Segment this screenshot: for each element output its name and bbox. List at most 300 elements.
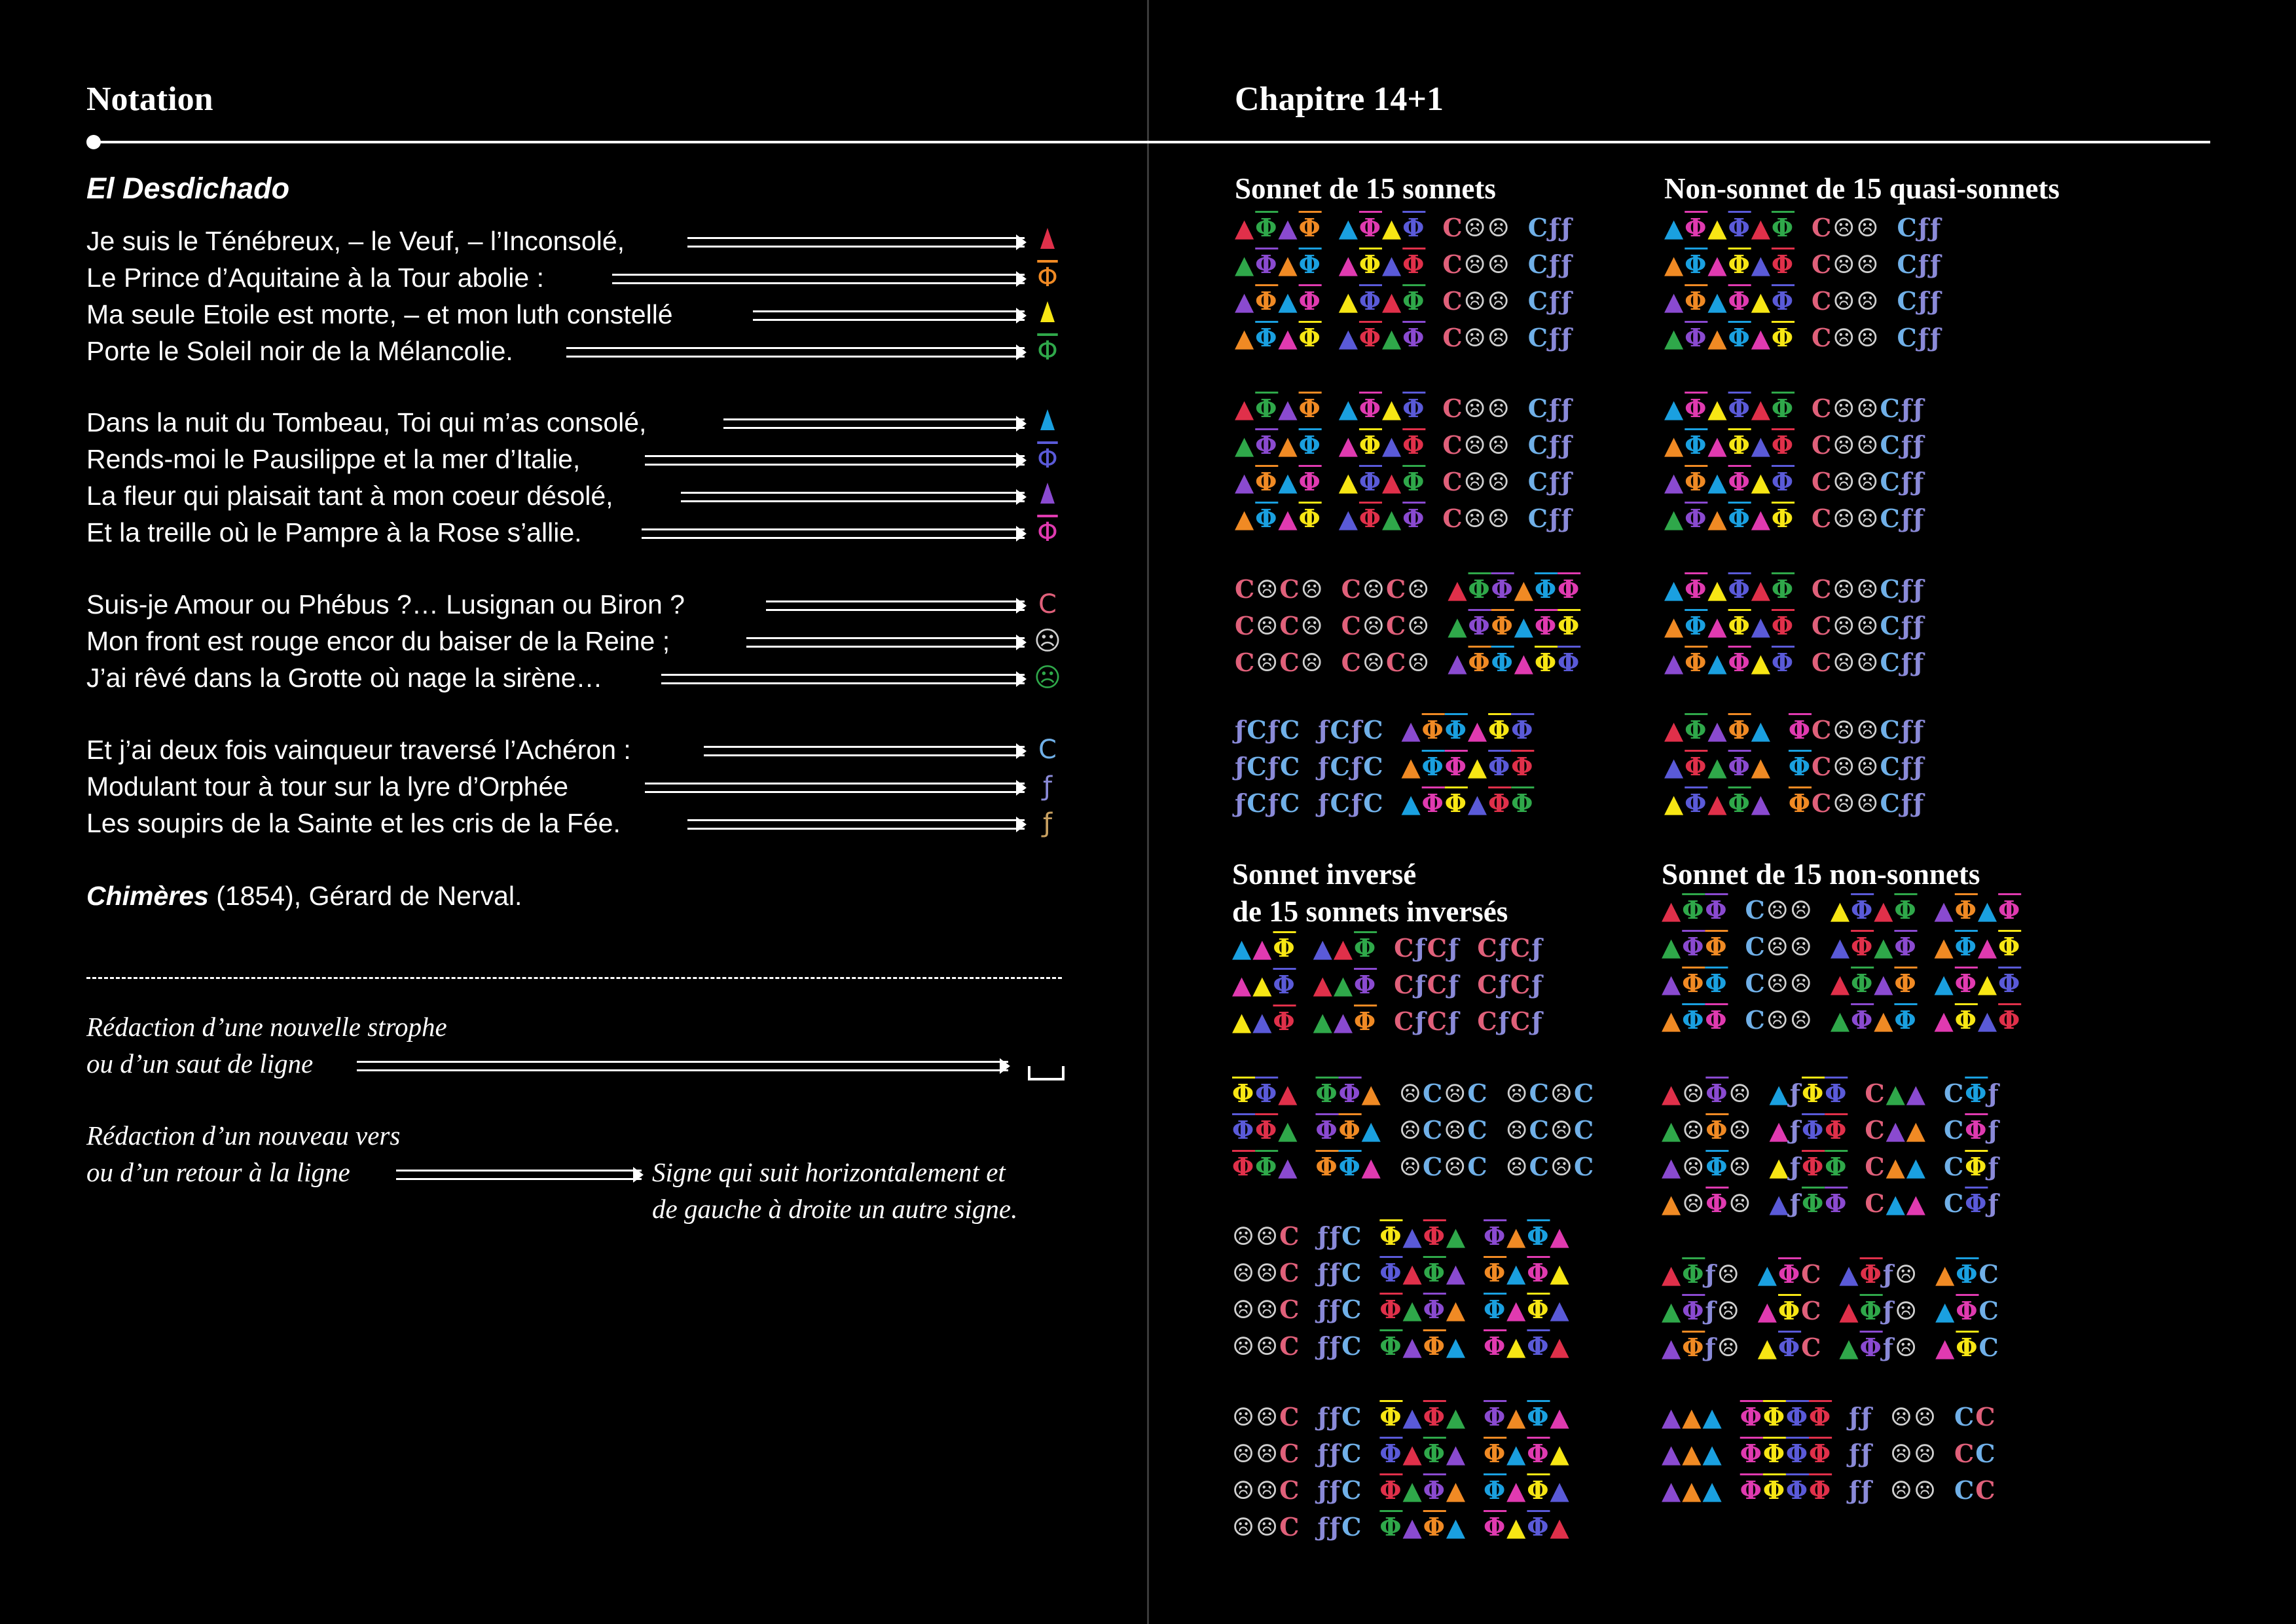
frown-icon: ☹ [1895, 1296, 1919, 1325]
frown-icon: ☹ [1463, 286, 1487, 316]
notation-group [1662, 1079, 1753, 1108]
notation-group [1232, 1115, 1298, 1145]
triangle-icon: ▲ [1382, 504, 1403, 533]
f-hook-icon: ƒ [1042, 808, 1053, 838]
phi-icon: $\overline{\Phi}$ [1859, 1333, 1883, 1362]
triangle-icon: ▲ [1235, 249, 1256, 279]
phi-icon: $\overline{\Phi}$ [1998, 1005, 2022, 1035]
f-hook-icon: ƒ [1531, 933, 1544, 963]
phi-icon: $\overline{\Phi}$ [1255, 1115, 1279, 1145]
c-icon: C [1527, 249, 1550, 279]
notation-group [1897, 286, 1942, 316]
phi-icon: $\overline{\Phi}$ [1488, 788, 1512, 818]
notation-group [1865, 1079, 1927, 1108]
f-hook-icon: ƒ [1913, 574, 1925, 604]
frown-icon: ☹ [1766, 895, 1790, 925]
frown-icon: ☹ [1300, 648, 1324, 677]
triangle-icon: ▲ [1446, 1295, 1467, 1324]
c-icon: C [1341, 1402, 1363, 1431]
double-arrow-icon [704, 746, 1025, 756]
notation-group [1484, 1258, 1571, 1287]
phi-icon: $\overline{\Phi}$ [1527, 1439, 1550, 1468]
c-icon: C [1510, 970, 1532, 999]
frown-icon: ☹ [1550, 1079, 1574, 1108]
source-title: Chimères [86, 881, 209, 911]
frown-icon: ☹ [1550, 1115, 1574, 1145]
phi-icon: $\overline{\Phi}$ [1685, 788, 1708, 818]
notation-group [1740, 1439, 1832, 1468]
phi-icon: $\overline{\Phi}$ [1491, 574, 1514, 604]
notation-group [1484, 1512, 1571, 1541]
notation-group [1484, 1331, 1571, 1361]
triangle-icon: ▲ [1886, 1189, 1906, 1218]
c-icon: C [1442, 467, 1464, 496]
notation-row [1662, 1435, 2014, 1472]
c-icon: C [1385, 648, 1408, 677]
notation-group [1317, 1512, 1362, 1541]
phi-icon: $\overline{\Phi}$ [1762, 1439, 1786, 1468]
f-hook-icon: ƒ [1930, 286, 1942, 316]
f-hook-icon: ƒ [1901, 788, 1914, 818]
notation-group [1944, 1152, 2000, 1181]
triangle-icon: ▲ [1769, 1079, 1790, 1108]
phi-icon: $\overline{\Phi}$ [1558, 611, 1581, 640]
triangle-icon: ▲ [1934, 969, 1955, 998]
verse-line: Ma seule Etoile est morte, – et mon luth constellé [86, 299, 673, 329]
phi-icon: $\overline{\Phi}$ [1423, 1475, 1446, 1505]
phi-icon: $\overline{\Phi}$ [1954, 895, 1978, 925]
triangle-icon: ▲ [1751, 715, 1772, 745]
frown-icon: ☹ [1856, 467, 1880, 496]
c-icon: C [1865, 1079, 1886, 1108]
f-hook-icon: ƒ [1901, 611, 1914, 640]
notation-group [1662, 1439, 1723, 1468]
notation-group [1849, 1475, 1873, 1505]
f-hook-icon: ƒ [1329, 1331, 1342, 1361]
frown-icon: ☹ [1550, 1152, 1574, 1181]
triangle-icon: ▲ [1338, 467, 1359, 496]
verse-line: Je suis le Ténébreux, – le Veuf, – l’Inconsolé, [86, 226, 625, 256]
frown-icon: ☹ [1487, 213, 1511, 242]
phi-icon: $\overline{\Phi}$ [1354, 1006, 1377, 1036]
space-bracket-icon [1028, 1066, 1065, 1080]
notation-row [1664, 320, 1959, 356]
f-hook-icon: ƒ [1918, 323, 1931, 352]
c-icon: C [1897, 249, 1918, 279]
notation-group [1232, 970, 1296, 999]
phi-icon: $\overline{\Phi}$ [1965, 1152, 1988, 1181]
phi-icon: $\overline{\Phi}$ [1705, 1079, 1729, 1108]
c-icon: C [1442, 430, 1464, 460]
notation-row [1235, 390, 1590, 427]
triangle-icon: ▲ [1751, 467, 1772, 496]
frown-icon: ☹ [1728, 1152, 1753, 1181]
c-icon: C [1801, 1259, 1823, 1289]
legend-strophe-line2: ou d’un saut de ligne [86, 1048, 314, 1079]
f-hook-icon: ƒ [1498, 933, 1510, 963]
notation-group [1341, 648, 1431, 677]
phi-icon: $\overline{\Phi}$ [1527, 1331, 1550, 1361]
notation-group [1664, 394, 1795, 423]
c-icon: C [1467, 1115, 1489, 1145]
triangle-icon: ▲ [1402, 1331, 1423, 1361]
c-icon: C [1422, 1115, 1444, 1145]
notation-row [1664, 785, 1942, 822]
triangle-icon: ▲ [1751, 394, 1772, 423]
f-hook-icon: ƒ [1317, 1512, 1330, 1541]
notation-group [1235, 467, 1322, 496]
frown-icon: ☹ [1232, 1295, 1256, 1324]
verse-line: La fleur qui plaisait tant à mon coeur désolé, [86, 481, 613, 511]
c-icon: C [1812, 788, 1833, 818]
phi-icon: $\overline{\Phi}$ [1511, 788, 1535, 818]
f-hook-icon: ƒ [1861, 1402, 1873, 1431]
phi-icon: $\overline{\Phi}$ [1728, 574, 1751, 604]
notation-group [1664, 648, 1795, 677]
triangle-icon: ▲ [1751, 788, 1772, 818]
frown-icon: ☹ [1832, 648, 1857, 677]
f-hook-icon: ƒ [1849, 1475, 1861, 1505]
triangle-icon: ▲ [1682, 1475, 1703, 1505]
frown-icon: ☹ [1232, 1258, 1256, 1287]
phi-icon: $\overline{\Phi}$ [1354, 970, 1377, 999]
phi-icon: $\overline{\Phi}$ [1421, 715, 1445, 745]
frown-icon: ☹ [1407, 611, 1431, 640]
frown-icon: ☹ [1256, 1295, 1280, 1324]
phi-icon: $\overline{\Phi}$ [1685, 504, 1708, 533]
notation-group [1935, 1296, 2000, 1325]
phi-icon: $\overline{\Phi}$ [1338, 1079, 1362, 1108]
triangle-icon: ▲ [1446, 1512, 1467, 1541]
phi-icon: $\overline{\Phi}$ [1740, 1402, 1763, 1431]
notation-group [1339, 286, 1426, 316]
c-icon: C [1529, 1115, 1550, 1145]
triangle-icon: ▲ [1934, 932, 1955, 961]
triangle-icon: ▲ [1662, 969, 1683, 998]
notation-row [1235, 500, 1590, 537]
double-arrow-icon [753, 310, 1025, 321]
phi-icon: $\overline{\Phi}$ [1423, 1439, 1446, 1468]
triangle-icon: ▲ [1664, 249, 1685, 279]
triangle-icon: ▲ [1977, 932, 1999, 961]
legend-vers-desc1: Signe qui suit horizontalement et [652, 1157, 1006, 1187]
c-icon: C [1975, 1439, 1997, 1468]
triangle-icon: ▲ [1886, 1079, 1906, 1108]
c-icon: C [1880, 394, 1901, 423]
f-hook-icon: ƒ [1988, 1189, 2000, 1218]
triangle-icon: ▲ [1906, 1189, 1927, 1218]
f-hook-icon: ƒ [1561, 504, 1573, 533]
c-icon: C [1279, 1475, 1301, 1505]
notation-row [1235, 608, 1597, 644]
phi-icon: $\overline{\Phi}$ [1728, 430, 1751, 460]
c-icon: C [1975, 1402, 1997, 1431]
phi-icon: $\overline{\Phi}$ [1728, 394, 1751, 423]
frown-icon: ☹ [1856, 611, 1880, 640]
phi-icon: $\overline{\Phi}$ [1402, 467, 1426, 496]
notation-group [1379, 1258, 1467, 1287]
phi-icon: $\overline{\Phi}$ [1255, 1152, 1279, 1181]
notation-group [1232, 1439, 1300, 1468]
triangle-icon: ▲ [1906, 1152, 1927, 1181]
c-icon: C [1279, 1295, 1301, 1324]
triangle-icon: ▲ [1751, 504, 1772, 533]
triangle-icon: ▲ [1769, 1189, 1790, 1218]
triangle-icon: ▲ [1506, 1512, 1527, 1541]
frown-icon: ☹ [1232, 1475, 1256, 1505]
c-icon: C [1978, 1296, 2000, 1325]
phi-icon: $\overline{\Phi}$ [1421, 752, 1445, 781]
frown-icon: ☹ [1889, 1402, 1914, 1431]
phi-icon: $\overline{\Phi}$ [1423, 1402, 1446, 1431]
phi-icon: $\overline{\Phi}$ [1358, 430, 1383, 460]
notation-row [1664, 571, 1942, 608]
triangle-icon: ▲ [1550, 1402, 1571, 1431]
notation-group [1477, 933, 1543, 963]
frown-icon: ☹ [1256, 648, 1280, 677]
phi-icon: $\overline{\Phi}$ [1778, 1259, 1802, 1289]
phi-icon: $\overline{\Phi}$ [1527, 1402, 1550, 1431]
phi-icon: $\overline{\Phi}$ [1740, 1439, 1763, 1468]
frown-icon: ☹ [1256, 1402, 1280, 1431]
triangle-icon: ▲ [1874, 932, 1895, 961]
c-icon: C [1745, 969, 1766, 998]
f-hook-icon: ƒ [1861, 1475, 1873, 1505]
phi-icon: $\overline{\Phi}$ [1527, 1512, 1550, 1541]
legend-vers-line1: Rédaction d’un nouveau vers [86, 1120, 401, 1151]
triangle-icon: ▲ [1664, 788, 1685, 818]
notation-group [1339, 467, 1426, 496]
notation-row [1662, 1399, 2014, 1435]
notation-row [1664, 246, 1959, 283]
phi-icon: $\overline{\Phi}$ [1558, 648, 1581, 677]
notation-group [1506, 1115, 1595, 1145]
notation-row [1232, 1218, 1588, 1255]
phi-icon: $\overline{\Phi}$ [1685, 715, 1708, 745]
notation-group [1812, 430, 1925, 460]
c-icon: C [1745, 932, 1766, 961]
double-arrow-icon [612, 274, 1025, 284]
triangle-icon: ▲ [1707, 430, 1728, 460]
phi-icon: $\overline{\Phi}$ [1682, 1005, 1705, 1035]
c-icon: C [1944, 1189, 1965, 1218]
notation-group [1740, 1475, 1832, 1505]
triangle-icon: ▲ [1402, 1258, 1423, 1287]
notation-group [1897, 249, 1942, 279]
notation-group [1399, 1152, 1489, 1181]
triangle-icon: ▲ [1550, 1331, 1571, 1361]
f-hook-icon: ƒ [1561, 430, 1573, 460]
phi-icon: $\overline{\Phi}$ [1484, 1221, 1507, 1251]
notation-group [1745, 969, 1813, 998]
notation-group [1379, 1295, 1467, 1324]
f-hook-icon: ƒ [1849, 1439, 1861, 1468]
phi-icon: $\overline{\Phi}$ [1558, 574, 1581, 604]
c-icon: C [1330, 788, 1351, 818]
frown-icon: ☹ [1487, 323, 1511, 352]
notation-row [1232, 1075, 1612, 1112]
f-hook-icon: ƒ [1901, 574, 1914, 604]
double-arrow-icon [645, 455, 1025, 466]
f-hook-icon: ƒ [1415, 933, 1427, 963]
triangle-icon: ▲ [1338, 504, 1359, 533]
phi-icon: $\overline{\Phi}$ [1682, 1259, 1705, 1289]
phi-icon: $\overline{\Phi}$ [1379, 1439, 1403, 1468]
c-icon: C [1279, 611, 1301, 640]
f-hook-icon: ƒ [1561, 323, 1573, 352]
f-hook-icon: ƒ [1267, 752, 1280, 781]
phi-icon: $\overline{\Phi}$ [1859, 1259, 1883, 1289]
phi-icon: $\overline{\Phi}$ [1379, 1258, 1403, 1287]
f-hook-icon: ƒ [1549, 430, 1561, 460]
notation-group [1506, 1079, 1595, 1108]
frown-icon: ☹ [1362, 574, 1386, 604]
triangle-icon: ▲ [1550, 1475, 1571, 1505]
f-hook-icon: ƒ [1351, 715, 1364, 745]
notation-row [1235, 210, 1590, 246]
frown-icon: ☹ [1717, 1296, 1741, 1325]
triangle-icon: ▲ [1514, 611, 1535, 640]
phi-icon: $\overline{\Phi}$ [1859, 1296, 1883, 1325]
notation-row [1232, 1149, 1612, 1185]
phi-icon: $\overline{\Phi}$ [1685, 286, 1708, 316]
phi-icon: $\overline{\Phi}$ [1682, 969, 1705, 998]
triangle-icon: ▲ [1830, 969, 1851, 998]
c-icon: C [1944, 1152, 1965, 1181]
notation-group [1401, 715, 1534, 745]
triangle-icon: ▲ [1361, 1115, 1382, 1145]
phi-icon: $\overline{\Phi}$ [1484, 1475, 1507, 1505]
triangle-icon [1040, 228, 1055, 249]
frown-icon: ☹ [1856, 394, 1880, 423]
notation-row [1662, 1293, 2017, 1329]
phi-icon: $\overline{\Phi}$ [1728, 323, 1751, 352]
notation-row [1232, 1291, 1588, 1328]
triangle-icon: ▲ [1278, 430, 1299, 460]
frown-icon: ☹ [1487, 394, 1511, 423]
triangle-icon: ▲ [1757, 1259, 1779, 1289]
notation-group [1232, 1295, 1300, 1324]
f-hook-icon: ƒ [1849, 1402, 1861, 1431]
notation-row [1662, 1472, 2014, 1509]
notation-group [1812, 213, 1880, 242]
phi-icon: $\overline{\Phi}$ [1771, 249, 1795, 279]
c-icon: C [1954, 1439, 1976, 1468]
poem-source [86, 881, 522, 912]
notation-group [1944, 1115, 2000, 1145]
c-icon: C [1865, 1115, 1886, 1145]
triangle-icon: ▲ [1707, 611, 1728, 640]
frown-icon: ☹ [1832, 504, 1857, 533]
c-icon: C [1812, 752, 1833, 781]
phi-icon: $\overline{\Phi}$ [1232, 1152, 1256, 1181]
frown-icon: ☹ [1856, 752, 1880, 781]
phi-icon: $\overline{\Phi}$ [1491, 648, 1514, 677]
triangle-icon: ▲ [1664, 752, 1685, 781]
notation-group [1954, 1439, 1997, 1468]
notation-group [1865, 1115, 1927, 1145]
f-hook-icon: ƒ [1705, 1259, 1717, 1289]
c-icon: C [1363, 715, 1385, 745]
notation-group [1664, 430, 1795, 460]
phi-icon: $\overline{\Phi}$ [1315, 1115, 1339, 1145]
phi-icon: $\overline{\Phi}$ [1423, 1221, 1446, 1251]
triangle-icon: ▲ [1707, 249, 1728, 279]
triangle-icon: ▲ [1935, 1333, 1956, 1362]
notation-row [1232, 1112, 1612, 1149]
notation-group [1339, 213, 1426, 242]
triangle-icon: ▲ [1757, 1333, 1779, 1362]
triangle-icon: ▲ [1664, 648, 1685, 677]
frown-icon: ☹ [1256, 574, 1280, 604]
notation-group [1394, 1006, 1460, 1036]
notation-row [1232, 1003, 1561, 1040]
notation-group [1528, 249, 1573, 279]
notation-group [1662, 1475, 1723, 1505]
c-icon: C [1385, 611, 1408, 640]
triangle-icon: ▲ [1707, 286, 1728, 316]
notation-group [1313, 1006, 1377, 1036]
phi-icon: $\overline{\Phi}$ [1998, 932, 2022, 961]
c-icon: C [1745, 1005, 1766, 1035]
phi-icon: $\overline{\Phi}$ [1705, 1005, 1728, 1035]
notation-group [1442, 323, 1510, 352]
frown-icon: ☹ [1856, 286, 1880, 316]
notation-row [1235, 748, 1551, 785]
notation-row [1235, 785, 1551, 822]
phi-icon: $\overline{\Phi}$ [1851, 895, 1874, 925]
notation-group [1662, 895, 1728, 925]
triangle-icon: ▲ [1886, 1115, 1906, 1145]
f-hook-icon: ƒ [1549, 323, 1561, 352]
notation-group [1528, 286, 1573, 316]
notation-row [1662, 1075, 2017, 1112]
frown-icon: ☹ [1728, 1189, 1753, 1218]
notation-group [1944, 1079, 2000, 1108]
triangle-icon: ▲ [1382, 249, 1403, 279]
triangle-icon [1040, 301, 1055, 322]
c-icon: C [1745, 895, 1766, 925]
frown-icon: ☹ [1034, 626, 1061, 656]
c-icon: C [1330, 715, 1351, 745]
phi-icon: $\overline{\Phi}$ [1771, 504, 1795, 533]
c-icon: C [1812, 504, 1833, 533]
f-hook-icon: ƒ [1882, 1333, 1895, 1362]
notation-group [1442, 504, 1510, 533]
phi-icon: $\overline{\Phi}$ [1402, 504, 1426, 533]
c-icon: C [1573, 1115, 1595, 1145]
triangle-icon: ▲ [1333, 1006, 1355, 1036]
phi-icon: $\overline{\Phi}$ [1338, 1152, 1362, 1181]
c-icon: C [1812, 323, 1833, 352]
phi-icon: $\overline{\Phi}$ [1771, 611, 1795, 640]
c-icon: C [1279, 1512, 1301, 1541]
double-arrow-icon [357, 1061, 1008, 1071]
notation-row [1232, 967, 1561, 1003]
triangle-icon: ▲ [1662, 1115, 1683, 1145]
notation-group [1318, 715, 1384, 745]
triangle-icon: ▲ [1935, 1296, 1956, 1325]
c-icon: C [1529, 1079, 1550, 1108]
notation-group [1235, 323, 1322, 352]
triangle-icon: ▲ [1751, 213, 1772, 242]
phi-icon: $\overline{\Phi}$ [1402, 249, 1426, 279]
c-icon: C [1279, 715, 1302, 745]
phi-icon: $\overline{\Phi}$ [1685, 752, 1708, 781]
c-icon: C [1427, 933, 1449, 963]
triangle-icon: ▲ [1278, 286, 1299, 316]
notation-group [1232, 1258, 1300, 1287]
